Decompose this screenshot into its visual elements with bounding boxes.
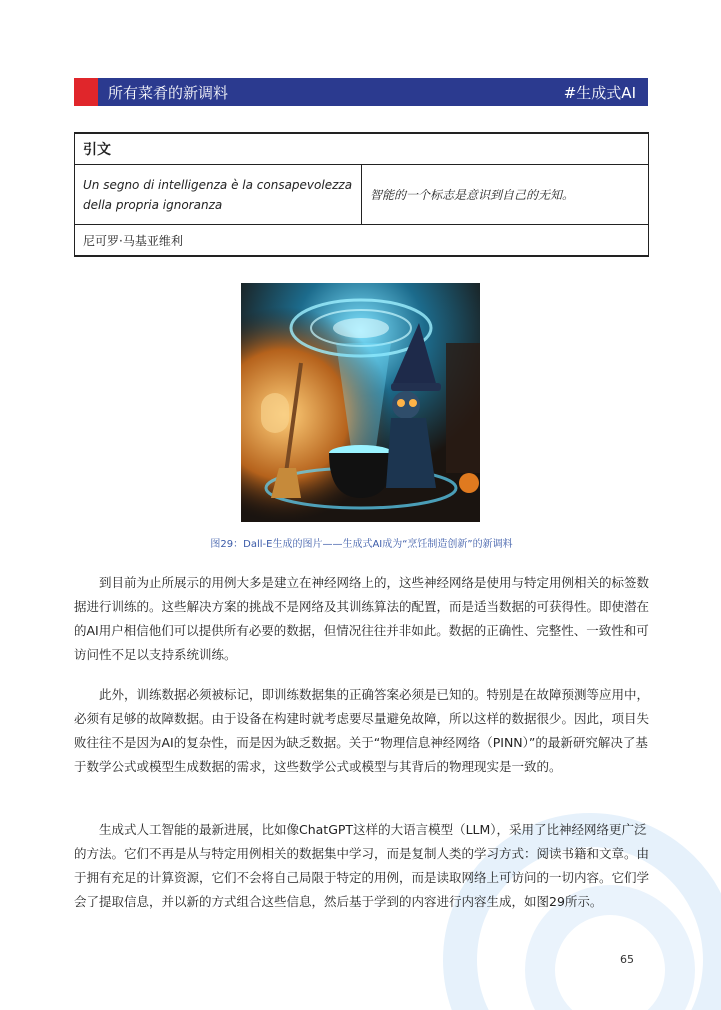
section-header	[74, 78, 648, 106]
body-paragraph-3: 生成式人工智能的最新进展，比如像ChatGPT这样的大语言模型（LLM），采用了比神经网络更广泛的方法。它们不再是从与特定用例相关的数据集中学习，而是复制人类的学习方式：阅读书籍和文章。由于拥有充足的计算资源，它们不会将自己局限于特定的用例，而是读取网络上可访问的一切内容。它们学会了提取信息，并以新的方式组合这些信息，然后基于学到的内容进行内容生成，如图29所示。	[74, 822, 650, 909]
quote-translation: 智能的一个标志是意识到自己的无知。	[362, 165, 649, 225]
page-number: 65	[620, 953, 634, 966]
body-paragraph-2: 此外，训练数据必须被标记，即训练数据集的正确答案必须是已知的。特别是在故障预测等应用中，必须有足够的故障数据。由于设备在构建时就考虑要尽量避免故障，所以这样的数据很少。因此，项目失败往往不是因为AI的复杂性，而是因为缺乏数据。关于“物理信息神经网络（PINN）”的最新研究解决了基于数学公式或模型生成数据的需求，这些数学公式或模型与其背后的物理现实是一致的。	[74, 687, 650, 774]
quote-author: 尼可罗·马基亚维利	[75, 225, 649, 257]
body-paragraph-1: 到目前为止所展示的用例大多是建立在神经网络上的，这些神经网络是使用与特定用例相关的标签数据进行训练的。这些解决方案的挑战不是网络及其训练算法的配置，而是适当数据的可获得性。即使潜在的AI用户相信他们可以提供所有必要的数据，但情况往往并非如此。数据的正确性、完整性、一致性和可访问性不足以支持系统训练。	[74, 575, 650, 662]
header-accent	[74, 78, 98, 106]
section-tag: #生成式AI	[563, 83, 636, 102]
quote-table	[74, 132, 649, 257]
figure-image-wizard-robot	[241, 283, 480, 522]
figure-caption: 图29：Dall-E生成的图片——生成式AI成为“烹饪制造创新”的新调料	[210, 539, 513, 550]
quote-original: Un segno di intelligenza è la consapevolezza della propria ignoranza	[75, 165, 362, 225]
section-title: 所有菜肴的新调料	[108, 83, 229, 102]
quote-heading: 引文	[75, 133, 649, 165]
